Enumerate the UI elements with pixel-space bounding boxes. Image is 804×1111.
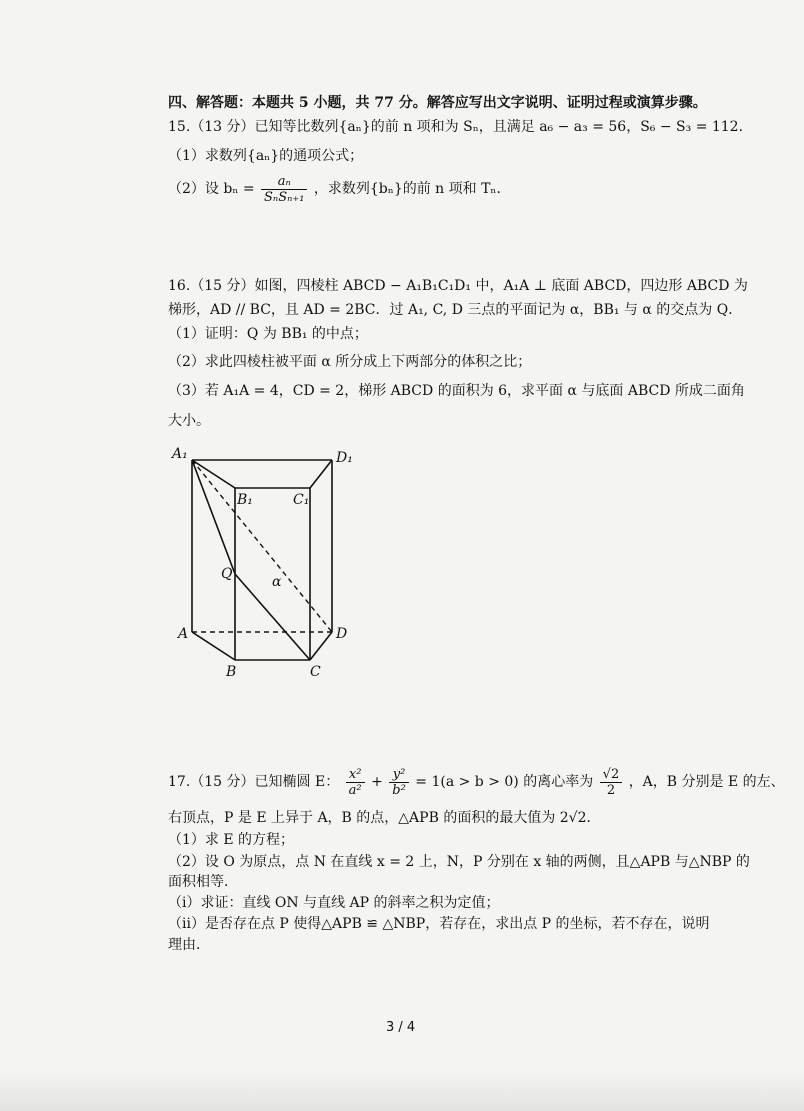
q17-eccentricity-numerator: √2 (600, 767, 623, 783)
label-c: C (310, 664, 321, 680)
label-d: D (336, 626, 348, 642)
label-b: B (226, 664, 237, 680)
q17-part2-line2: 面积相等． (168, 874, 238, 890)
page-number: 3 / 4 (386, 1020, 416, 1035)
q17-part1: （1）求 E 的方程； (168, 832, 295, 848)
q17-part2-ii-line2: 理由． (168, 937, 210, 953)
scan-bottom-shade (0, 1070, 804, 1111)
q17-fraction-x-numerator: x² (346, 767, 365, 783)
q17-plus: + (371, 774, 383, 790)
q16-part1: （1）证明：Q 为 BB₁ 的中点； (168, 326, 368, 342)
q17-fraction-y-numerator: y² (389, 767, 409, 783)
q17-stem-middle: = 1(a > b > 0) 的离心率为 (415, 774, 594, 790)
q15-part2-suffix: ，求数列{bₙ}的前 n 项和 Tₙ． (313, 181, 511, 197)
q17-stem-line1 (168, 764, 785, 800)
q15-part2 (168, 172, 511, 206)
label-a1: A₁ (172, 446, 188, 462)
q17-stem-line2: 右顶点，P 是 E 上异于 A，B 的点，△APB 的面积的最大值为 2√2． (168, 810, 601, 826)
q17-stem-prefix: 17.（15 分）已知椭圆 E： (168, 774, 340, 790)
q16-stem-line2: 梯形，AD // BC，且 AD = 2BC．过 A₁, C, D 三点的平面记为 α，BB₁ 与 α 的交点为 Q． (168, 302, 743, 318)
edge-a-b (192, 632, 235, 660)
label-b1: B₁ (237, 492, 253, 508)
q17-eccentricity-denominator: 2 (606, 782, 616, 798)
q15-part2-prefix: （2）设 bₙ = (168, 181, 255, 197)
q16-part2: （2）求此四棱柱被平面 α 所分成上下两部分的体积之比； (168, 354, 532, 370)
q17-fraction-x (346, 767, 365, 798)
section-a1-q (192, 460, 235, 574)
edge-c-d (310, 632, 332, 660)
section-heading: 四、解答题：本题共 5 小题，共 77 分。解答应写出文字说明、证明过程或演算步骤。 (168, 95, 707, 111)
prism-figure (170, 440, 370, 680)
edge-c1-d1 (310, 460, 332, 488)
label-q: Q (221, 566, 233, 582)
q17-part2-line1: （2）设 O 为原点，点 N 在直线 x = 2 上，N，P 分别在 x 轴的两侧，且△APB 与△NBP 的 (168, 854, 750, 870)
label-d1: D₁ (336, 450, 353, 466)
q17-fraction-x-denominator: a² (348, 782, 362, 798)
q15-fraction-numerator: aₙ (261, 174, 307, 190)
q16-part3-line1: （3）若 A₁A = 4，CD = 2，梯形 ABCD 的面积为 6，求平面 α 与底面 ABCD 所成二面角 (168, 383, 745, 399)
label-a: A (178, 626, 189, 642)
q17-part2-ii-line1: （ii）是否存在点 P 使得△APB ≌ △NBP，若存在，求出点 P 的坐标，若不存在，说明 (168, 916, 710, 932)
edge-a1-b1 (192, 460, 235, 488)
label-alpha: α (272, 574, 282, 590)
q15-fraction-denominator: SₙSₙ₊₁ (264, 189, 305, 205)
q16-stem-line1: 16.（15 分）如图，四棱柱 ABCD − A₁B₁C₁D₁ 中，A₁A ⊥ 底面 ABCD，四边形 ABCD 为 (168, 278, 748, 294)
q15-part1: （1）求数列{aₙ}的通项公式； (168, 148, 364, 164)
q17-part2-i: （i）求证：直线 ON 与直线 AP 的斜率之积为定值； (168, 895, 500, 911)
q17-fraction-y (389, 767, 409, 798)
q17-stem-suffix: ，A，B 分别是 E 的左、 (628, 774, 785, 790)
q17-eccentricity (600, 767, 623, 798)
q16-part3-line2: 大小。 (168, 413, 210, 429)
q17-fraction-y-denominator: b² (392, 782, 406, 798)
q15-fraction (261, 174, 307, 205)
label-c1: C₁ (293, 492, 310, 508)
q15-stem: 15.（13 分）已知等比数列{aₙ}的前 n 项和为 Sₙ，且满足 a₆ − a₃ = 56，S₆ − S₃ = 112． (168, 119, 753, 135)
